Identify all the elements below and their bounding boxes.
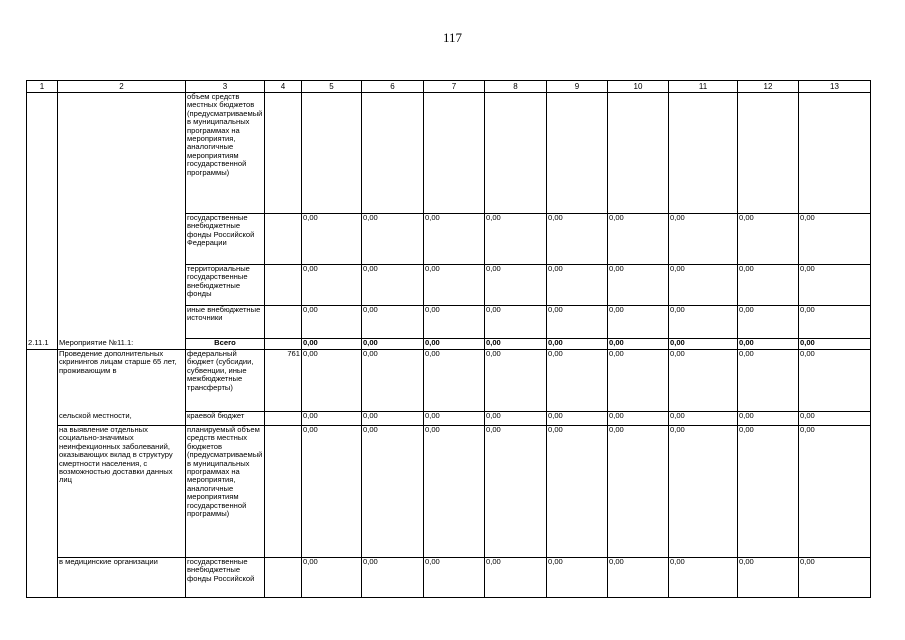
row-number-cell <box>27 306 58 339</box>
activity-name-cell: сельской местности, <box>58 412 186 426</box>
amount-cell: 0,00 <box>547 214 608 265</box>
amount-cell: 0,00 <box>669 306 738 339</box>
amount-cell: 0,00 <box>799 558 871 598</box>
table-row <box>27 214 871 265</box>
funding-source-cell: иные внебюджетные источники <box>186 306 265 339</box>
amount-cell: 0,00 <box>547 265 608 306</box>
amount-cell: 0,00 <box>799 350 871 412</box>
amount-cell <box>547 93 608 214</box>
amount-cell: 0,00 <box>302 265 362 306</box>
activity-name-cell <box>58 93 186 214</box>
row-number-cell <box>27 265 58 306</box>
amount-cell: 0,00 <box>608 350 669 412</box>
amount-cell: 0,00 <box>485 412 547 426</box>
code-cell: 761 <box>265 350 302 412</box>
amount-cell: 0,00 <box>424 214 485 265</box>
table-row <box>27 265 871 306</box>
amount-cell: 0,00 <box>608 339 669 350</box>
row-number-cell <box>27 426 58 558</box>
amount-cell: 0,00 <box>669 350 738 412</box>
header-cell: 1 <box>27 81 58 93</box>
amount-cell <box>799 93 871 214</box>
amount-cell <box>424 93 485 214</box>
amount-cell: 0,00 <box>547 339 608 350</box>
code-cell <box>265 412 302 426</box>
amount-cell: 0,00 <box>547 558 608 598</box>
amount-cell: 0,00 <box>485 339 547 350</box>
table-row <box>27 412 871 426</box>
amount-cell: 0,00 <box>799 306 871 339</box>
budget-table <box>26 80 871 598</box>
amount-cell: 0,00 <box>738 412 799 426</box>
activity-name-cell: в медицинские организации <box>58 558 186 598</box>
header-cell: 4 <box>265 81 302 93</box>
header-row <box>27 81 871 93</box>
amount-cell <box>608 93 669 214</box>
activity-name-cell: на выявление отдельных социально-значимых неинфекционных заболеваний, оказывающих вклад в структуру смертности населения, с возможностью доставки данных лиц <box>58 426 186 558</box>
row-number-cell <box>27 558 58 598</box>
funding-source-cell: планируемый объем средств местных бюджетов (предусматриваемый в муниципальных программах на мероприятия, аналогичные мероприятиям государственной программы) <box>186 426 265 558</box>
amount-cell: 0,00 <box>424 265 485 306</box>
table-row <box>27 350 871 412</box>
table-row <box>27 426 871 558</box>
amount-cell: 0,00 <box>738 265 799 306</box>
funding-source-cell: Всего <box>186 339 265 350</box>
amount-cell: 0,00 <box>424 426 485 558</box>
amount-cell: 0,00 <box>362 214 424 265</box>
activity-name-cell <box>58 214 186 265</box>
funding-source-cell: государственные внебюджетные фонды Российской <box>186 558 265 598</box>
header-cell: 2 <box>58 81 186 93</box>
amount-cell: 0,00 <box>669 265 738 306</box>
page-number: 117 <box>442 30 463 45</box>
amount-cell: 0,00 <box>738 306 799 339</box>
amount-cell: 0,00 <box>485 558 547 598</box>
amount-cell: 0,00 <box>669 214 738 265</box>
funding-source-cell: краевой бюджет <box>186 412 265 426</box>
amount-cell: 0,00 <box>362 306 424 339</box>
amount-cell: 0,00 <box>608 412 669 426</box>
amount-cell: 0,00 <box>362 339 424 350</box>
amount-cell: 0,00 <box>608 214 669 265</box>
amount-cell: 0,00 <box>485 265 547 306</box>
amount-cell: 0,00 <box>302 412 362 426</box>
activity-name-cell <box>58 306 186 339</box>
amount-cell: 0,00 <box>669 339 738 350</box>
funding-source-cell: государственные внебюджетные фонды Российской Федерации <box>186 214 265 265</box>
amount-cell <box>738 93 799 214</box>
amount-cell <box>485 93 547 214</box>
amount-cell: 0,00 <box>485 350 547 412</box>
table-row <box>27 339 871 350</box>
code-cell <box>265 214 302 265</box>
funding-source-cell: федеральный бюджет (субсидии, субвенции, иные межбюджетные трансферты) <box>186 350 265 412</box>
header-cell: 7 <box>424 81 485 93</box>
amount-cell: 0,00 <box>738 426 799 558</box>
amount-cell: 0,00 <box>485 214 547 265</box>
amount-cell: 0,00 <box>302 558 362 598</box>
amount-cell: 0,00 <box>362 558 424 598</box>
amount-cell <box>302 93 362 214</box>
funding-source-cell: территориальные государственные внебюджетные фонды <box>186 265 265 306</box>
amount-cell: 0,00 <box>799 265 871 306</box>
amount-cell <box>669 93 738 214</box>
table-row <box>27 93 871 214</box>
activity-name-cell: Проведение дополнительных скринингов лицам старше 65 лет, проживающим в <box>58 350 186 412</box>
amount-cell: 0,00 <box>302 306 362 339</box>
activity-name-cell <box>58 265 186 306</box>
code-cell <box>265 265 302 306</box>
header-cell: 6 <box>362 81 424 93</box>
header-cell: 11 <box>669 81 738 93</box>
amount-cell: 0,00 <box>302 214 362 265</box>
code-cell <box>265 339 302 350</box>
table-row <box>27 558 871 598</box>
funding-source-cell: объем средств местных бюджетов (предусматриваемый в муниципальных программах на мероприятия, аналогичные мероприятиям государственной программы) <box>186 93 265 214</box>
header-cell: 12 <box>738 81 799 93</box>
amount-cell: 0,00 <box>608 306 669 339</box>
amount-cell: 0,00 <box>362 350 424 412</box>
amount-cell: 0,00 <box>738 558 799 598</box>
amount-cell: 0,00 <box>362 412 424 426</box>
code-cell <box>265 426 302 558</box>
amount-cell: 0,00 <box>424 412 485 426</box>
amount-cell: 0,00 <box>669 412 738 426</box>
row-number-cell: 2.11.1 <box>27 339 58 350</box>
amount-cell: 0,00 <box>669 426 738 558</box>
amount-cell: 0,00 <box>608 426 669 558</box>
amount-cell: 0,00 <box>608 558 669 598</box>
amount-cell: 0,00 <box>799 412 871 426</box>
amount-cell: 0,00 <box>424 306 485 339</box>
row-number-cell <box>27 214 58 265</box>
activity-name-cell: Мероприятие №11.1: <box>58 339 186 350</box>
amount-cell: 0,00 <box>547 306 608 339</box>
amount-cell: 0,00 <box>485 426 547 558</box>
table-row <box>27 306 871 339</box>
amount-cell: 0,00 <box>547 350 608 412</box>
amount-cell: 0,00 <box>362 265 424 306</box>
amount-cell: 0,00 <box>424 558 485 598</box>
header-cell: 10 <box>608 81 669 93</box>
amount-cell: 0,00 <box>424 339 485 350</box>
amount-cell: 0,00 <box>362 426 424 558</box>
code-cell <box>265 93 302 214</box>
amount-cell: 0,00 <box>608 265 669 306</box>
header-cell: 13 <box>799 81 871 93</box>
row-number-cell <box>27 412 58 426</box>
header-cell: 9 <box>547 81 608 93</box>
amount-cell: 0,00 <box>799 339 871 350</box>
amount-cell: 0,00 <box>799 426 871 558</box>
amount-cell: 0,00 <box>738 350 799 412</box>
amount-cell: 0,00 <box>669 558 738 598</box>
header-cell: 5 <box>302 81 362 93</box>
header-cell: 8 <box>485 81 547 93</box>
amount-cell: 0,00 <box>738 339 799 350</box>
amount-cell: 0,00 <box>799 214 871 265</box>
amount-cell: 0,00 <box>302 350 362 412</box>
amount-cell: 0,00 <box>302 339 362 350</box>
header-cell: 3 <box>186 81 265 93</box>
code-cell <box>265 306 302 339</box>
amount-cell: 0,00 <box>738 214 799 265</box>
row-number-cell <box>27 350 58 412</box>
amount-cell: 0,00 <box>485 306 547 339</box>
amount-cell: 0,00 <box>547 426 608 558</box>
amount-cell: 0,00 <box>424 350 485 412</box>
code-cell <box>265 558 302 598</box>
amount-cell: 0,00 <box>302 426 362 558</box>
amount-cell <box>362 93 424 214</box>
row-number-cell <box>27 93 58 214</box>
amount-cell: 0,00 <box>547 412 608 426</box>
